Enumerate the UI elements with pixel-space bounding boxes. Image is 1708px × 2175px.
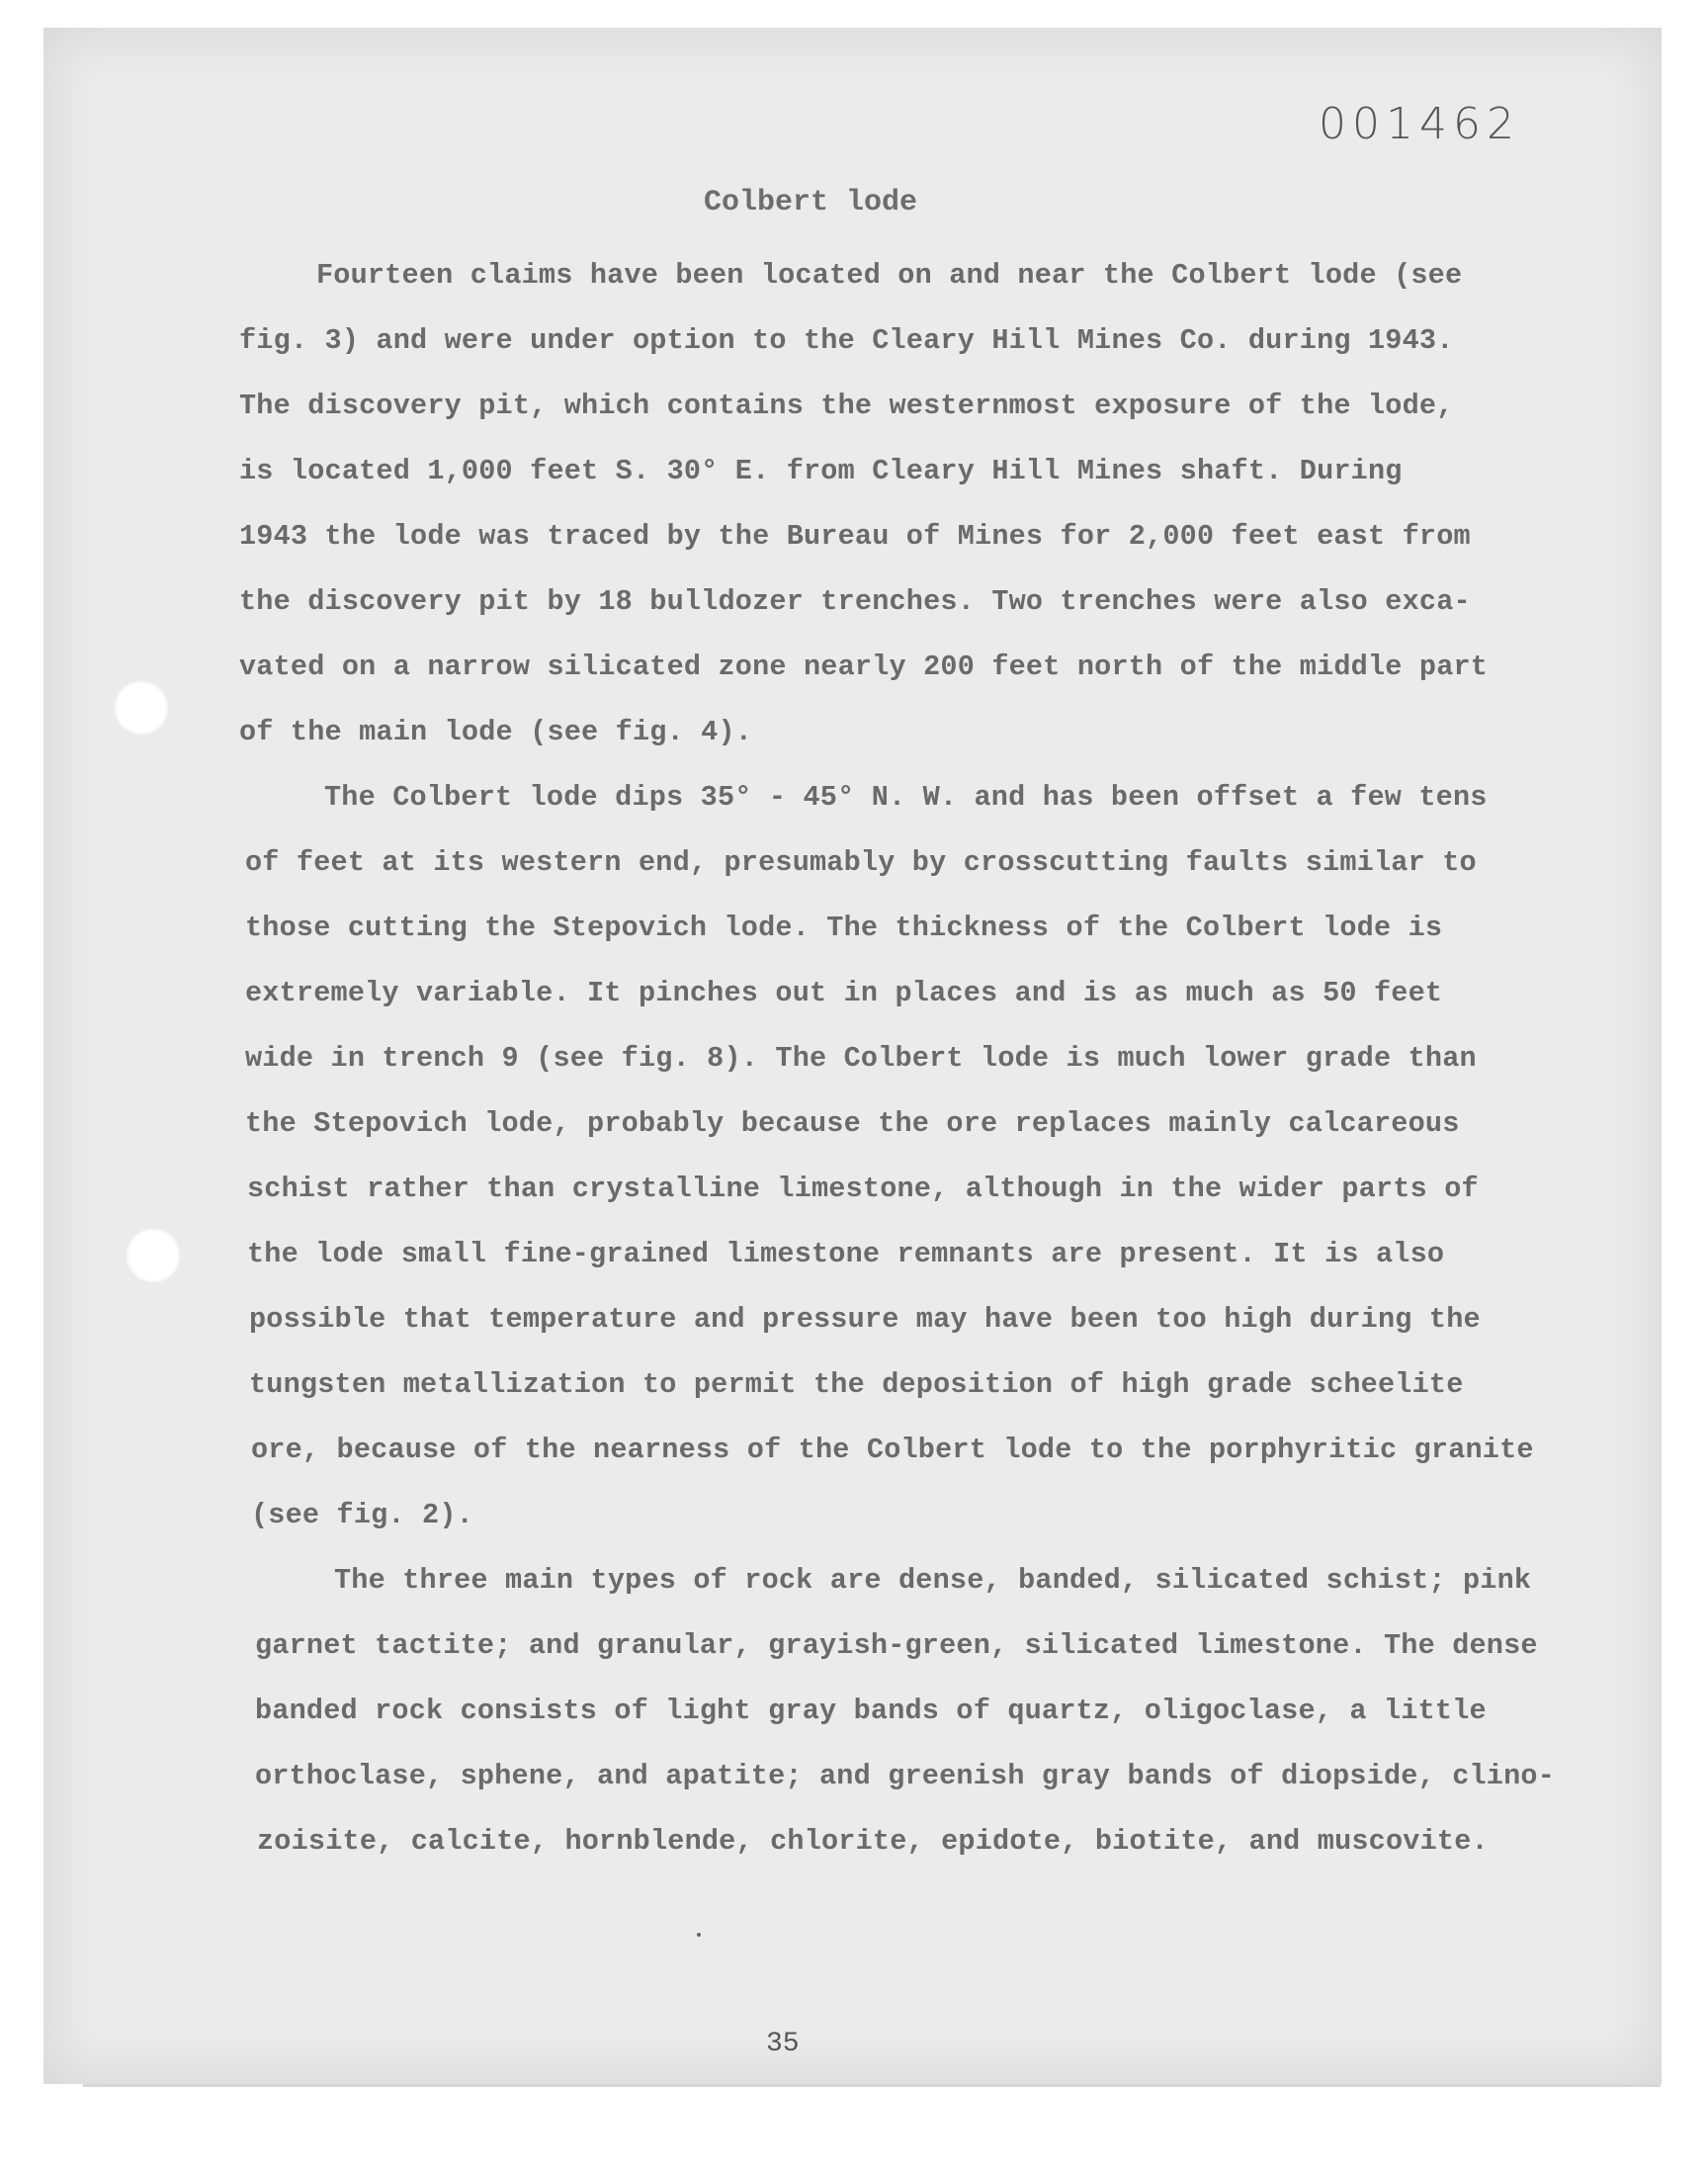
text-line: garnet tactite; and granular, grayish-green, silicated limestone. The dense (255, 1629, 1538, 1662)
text-line: zoisite, calcite, hornblende, chlorite, epidote, biotite, and muscovite. (257, 1825, 1489, 1858)
ink-speck (697, 1933, 701, 1937)
text-line: possible that temperature and pressure may have been too high during the (249, 1303, 1481, 1336)
text-line: extremely variable. It pinches out in places and is as much as 50 feet (245, 977, 1443, 1009)
punch-hole-top (114, 680, 169, 736)
text-line: The discovery pit, which contains the westernmost exposure of the lode, (239, 390, 1454, 422)
text-line: ore, because of the nearness of the Colbert lode to the porphyritic granite (251, 1434, 1534, 1466)
text-line: banded rock consists of light gray bands of quartz, oligoclase, a little (255, 1695, 1487, 1727)
document-number: 001462 (1319, 99, 1520, 149)
text-line: (see fig. 2). (251, 1499, 473, 1531)
sheet-bottom-edge (83, 2084, 1661, 2087)
text-line: those cutting the Stepovich lode. The thickness of the Colbert lode is (245, 912, 1443, 944)
text-line: the discovery pit by 18 bulldozer trenches. Two trenches were also exca- (239, 585, 1471, 618)
page-number: 35 (766, 2029, 800, 2059)
text-line: vated on a narrow silicated zone nearly 200 feet north of the middle part (239, 651, 1489, 683)
text-line: orthoclase, sphene, and apatite; and greenish gray bands of diopside, clino- (255, 1760, 1556, 1792)
text-line: The three main types of rock are dense, banded, silicated schist; pink (334, 1564, 1532, 1597)
punch-hole-bottom (126, 1228, 181, 1283)
text-line: 1943 the lode was traced by the Bureau of Mines for 2,000 feet east from (239, 520, 1471, 553)
text-line: The Colbert lode dips 35° - 45° N. W. and has been offset a few tens (324, 781, 1488, 814)
text-line: the lode small fine-grained limestone remnants are present. It is also (247, 1238, 1445, 1270)
text-line: is located 1,000 feet S. 30° E. from Cleary Hill Mines shaft. During (239, 455, 1403, 487)
section-title: Colbert lode (703, 186, 918, 219)
text-line: schist rather than crystalline limestone, although in the wider parts of (247, 1173, 1479, 1205)
text-line: tungsten metallization to permit the deposition of high grade scheelite (249, 1368, 1464, 1401)
text-line: fig. 3) and were under option to the Cleary Hill Mines Co. during 1943. (239, 324, 1454, 357)
text-line: the Stepovich lode, probably because the ore replaces mainly calcareous (245, 1107, 1460, 1140)
text-line: of the main lode (see fig. 4). (239, 716, 753, 748)
text-line: Fourteen claims have been located on and near the Colbert lode (see (316, 259, 1463, 292)
text-line: of feet at its western end, presumably by crosscutting faults similar to (245, 846, 1477, 879)
text-line: wide in trench 9 (see fig. 8). The Colbert lode is much lower grade than (245, 1042, 1477, 1075)
